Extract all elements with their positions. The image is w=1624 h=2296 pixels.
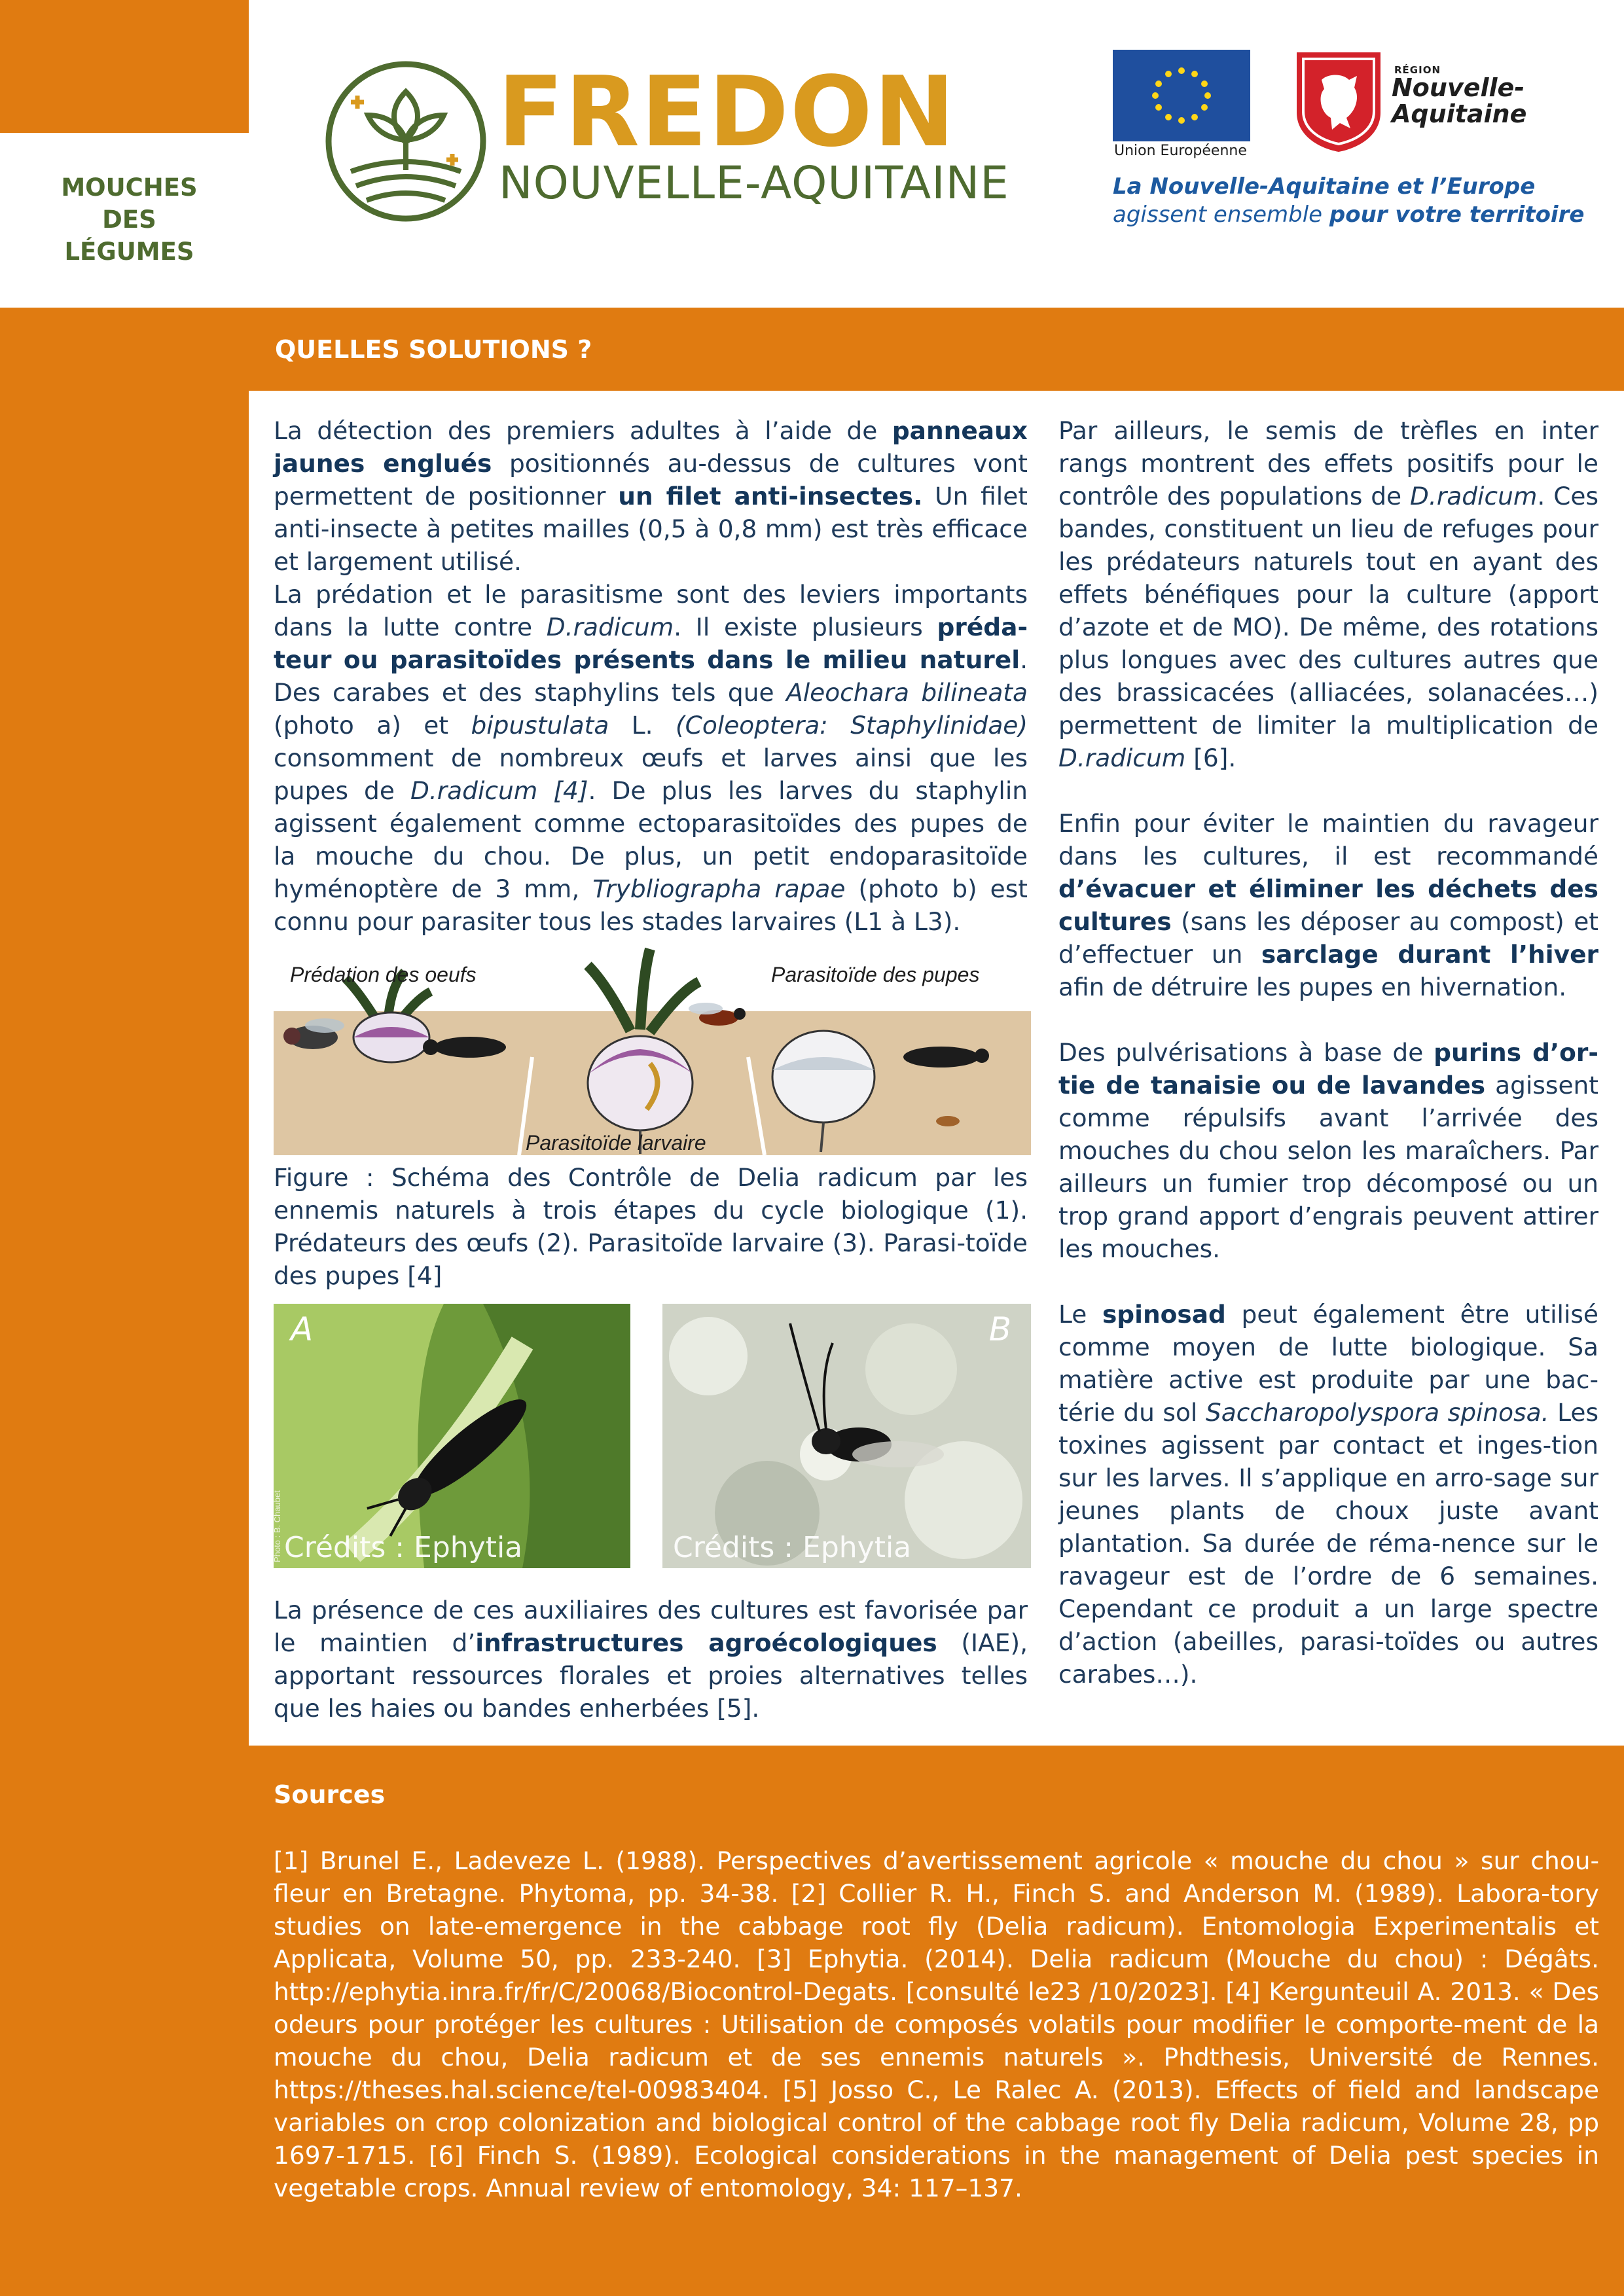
emphasis-italic: (Coleoptera: Staphylinidae) [676, 711, 1028, 740]
region-name [1392, 75, 1526, 127]
right-column [1058, 414, 1598, 1691]
paragraph-clover [1058, 414, 1598, 774]
paragraph-purins [1058, 1036, 1598, 1265]
region-small-label: RÉGION [1394, 64, 1441, 76]
text-run: Un filet anti-insecte à petites mailles (0,5 à 0,8 mm) est très efficace et largement utilisé. [274, 482, 1028, 576]
region-shield-icon [1294, 50, 1383, 154]
tagline-line-1: La Nouvelle-Aquitaine et l’Europe [1113, 173, 1536, 200]
left-column [274, 414, 1028, 938]
text-run: Le [1058, 1300, 1102, 1329]
fredon-logo-icon [325, 60, 487, 223]
category-line: LÉGUMES [64, 238, 194, 266]
emphasis-italic: D.radicum [1058, 744, 1186, 772]
tagline-line-2a: agissent ensemble [1113, 202, 1329, 228]
region-tagline [1113, 173, 1584, 229]
emphasis-bold: préda-teur ou parasitoïdes présents dans le milieu naturel [274, 613, 1028, 674]
text-run: La détection des premiers adultes à l’aide de [274, 416, 892, 445]
label-larval-parasitoid: Parasitoïde larvaire [526, 1131, 706, 1155]
photo-letter: A [291, 1310, 314, 1348]
sources-title: Sources [274, 1780, 386, 1809]
emphasis-bold: purins d’or-tie de tanaisie ou de lavandes [1058, 1038, 1598, 1100]
left-margin-strip [0, 308, 249, 2296]
emphasis-italic: Trybliographa rapae [592, 874, 846, 903]
text-run: . De plus les larves du staphylin agissent également comme ectoparasitoïdes des pupes de la mouche du chou. De plus, un petit endoparasitoïde hyménoptère de 3 mm, [274, 776, 1028, 903]
text-run: positionnés au-dessus de cultures vont permettent de positionner [274, 449, 1028, 511]
left-column-bottom [274, 1594, 1028, 1725]
label-pupa-parasitoid: Parasitoïde des pupes [771, 963, 980, 986]
corner-block [0, 0, 249, 133]
text-run: . Il existe plusieurs [674, 613, 937, 641]
sources-text: [1] Brunel E., Ladeveze L. (1988). Perspectives d’avertissement agricole « mouche du chou » sur chou-fleur en Bretagne. Phytoma, pp. 34-38. [2] Collier R. H., Finch S. and Anderson M. (1989). Labora-tory studies on late-emergence in the cabbage root fly (Delia radicum). Entomologia Experimentalis et Applicata, Volume 50, pp. 233-240. [3] Ephytia. (2014). Delia radicum (Mouche du chou) : Dégâts. http://ephytia.inra.fr/fr/C/20068/Biocontrol-Degats. [consulté le23 /10/2023]. [4] Kergunteuil A. 2013. « Des odeurs pour protéger les cultures : Utilisation de composés volatils pour modifier le comporte-ment de la mouche du chou, Delia radicum et de ses ennemis naturels ». Phdthesis, Université de Rennes. https://theses.hal.science/tel-00983404. [5] Josso C., Le Ralec A. (2013). Effects of field and landscape variables on crop colonization and biological control of the cabbage root fly Delia radicum, Volume 28, pp 1697-1715. [6] Finch S. (1989). Ecological considerations in the management of Delia pest species in vegetable crops. Annual review of entomology, 34: 117–137. [274, 1846, 1599, 2202]
text-run: Les toxines agissent par contact et inges-tion sur les larves. Il s’applique en arro-sage sur jeunes plants de choux juste avant plantation. Sa durée de réma-nence sur le ravageur est de l’ordre de 6 semaines. Cependant ce produit a un large spectre d’action (abeilles, parasi-toïdes ou autres carabes…). [1058, 1398, 1598, 1689]
category-label [26, 171, 232, 268]
delia-control-diagram [274, 946, 1031, 1155]
text-run: afin de détruire les pupes en hivernation. [1058, 973, 1567, 1001]
category-line: DES [102, 206, 156, 234]
text-run: (IAE), apportant ressources florales et proies alternatives telles que les haies ou bandes enherbées [5]. [274, 1628, 1028, 1723]
emphasis-italic: Saccharopolyspora spinosa. [1205, 1398, 1549, 1427]
emphasis-bold: spinosad [1102, 1300, 1226, 1329]
paragraph-predation [274, 578, 1028, 938]
text-run: (photo a) et [274, 711, 471, 740]
text-run: Par ailleurs, le semis de trèfles en inter rangs montrent des effets positifs pour le contrôle des populations de [1058, 416, 1598, 511]
text-run: agissent comme répulsifs avant l’arrivée des mouches du chou selon les maraîchers. Par ailleurs un fumier trop décomposé ou un trop grand apport d’engrais peuvent attirer les mouches. [1058, 1071, 1598, 1263]
photo-parasitoid-wasp [662, 1304, 1031, 1568]
emphasis-italic: bipustulata [471, 711, 609, 740]
eu-flag-icon [1113, 50, 1250, 141]
emphasis-bold: panneaux jaunes englués [274, 416, 1028, 478]
tagline-line-2b: pour votre territoire [1329, 202, 1585, 228]
emphasis-italic: D.radicum [1410, 482, 1538, 511]
emphasis-bold: d’évacuer et éliminer les déchets des cultures [1058, 874, 1598, 936]
emphasis-italic: D.radicum [546, 613, 674, 641]
text-run: . Des carabes et des staphylins tels que [274, 645, 1028, 707]
photo-credit: Crédits : Ephytia [284, 1531, 523, 1564]
text-run: La présence de ces auxiliaires des cultures est favorisée par le maintien d’ [274, 1596, 1028, 1657]
text-run: consomment de nombreux œufs et larves ainsi que les pupes de [274, 744, 1028, 805]
pupa-icon [936, 1116, 960, 1126]
brand-name: FREDON [497, 56, 956, 168]
photo-credit: Crédits : Ephytia [673, 1531, 912, 1564]
eu-label: Union Européenne [1114, 143, 1247, 159]
emphasis-bold: infrastructures agroécologiques [475, 1628, 937, 1657]
figure-caption: Figure : Schéma des Contrôle de Delia radicum par les ennemis naturels à trois étapes du cycle biologique (1). Prédateurs des œufs (2). Parasitoïde larvaire (3). Parasi-toïde des pupes [4] [274, 1163, 1028, 1290]
photo-staphylinid-beetle [274, 1304, 630, 1568]
text-run: Des pulvérisations à base de [1058, 1038, 1434, 1067]
text-run: [6]. [1185, 744, 1236, 772]
text-run: L. [609, 711, 676, 740]
emphasis-italic: D.radicum [4] [410, 776, 588, 805]
text-run: . Ces bandes, constituent un lieu de refuges pour les prédateurs naturels tout en ayant des effets bénéfiques pour la culture (apport d’azote et de MO). De même, des rotations plus longues avec des cultures autres que des brassicacées (alliacées, solanacées…) permettent de limiter la multiplication de [1058, 482, 1598, 740]
photo-letter: B [988, 1310, 1011, 1348]
paragraph-spinosad [1058, 1298, 1598, 1691]
emphasis-italic: Aleochara bilineata [786, 678, 1028, 707]
brand-subtitle: NOUVELLE-AQUITAINE [499, 157, 1009, 209]
paragraph-detection [274, 414, 1028, 578]
text-run: La prédation et le parasitisme sont des leviers importants dans la lutte contre [274, 580, 1028, 641]
paragraph-waste [1058, 807, 1598, 1003]
photo-mark: Photo : B. Chaubet [272, 1490, 282, 1562]
text-run: peut également être utilisé comme moyen de lutte biologique. Sa matière active est produite par une bac-térie du sol [1058, 1300, 1598, 1427]
region-name-line: Nouvelle- [1392, 73, 1525, 102]
label-egg-predation: Prédation des oeufs [290, 963, 477, 986]
emphasis-bold: sarclage durant l’hiver [1261, 940, 1598, 969]
paragraph-iae [274, 1594, 1028, 1725]
category-line: MOUCHES [61, 173, 198, 202]
text-run: Enfin pour éviter le maintien du ravageur dans les cultures, il est recommandé [1058, 809, 1598, 870]
region-name-line: Aquitaine [1392, 99, 1527, 128]
section-title: QUELLES SOLUTIONS ? [275, 335, 592, 364]
text-run: (photo b) est connu pour parasiter tous les stades larvaires (L1 à L3). [274, 874, 1028, 936]
text-run: (sans les déposer au compost) et d’effectuer un [1058, 907, 1598, 969]
emphasis-bold: un filet anti-insectes. [618, 482, 923, 511]
